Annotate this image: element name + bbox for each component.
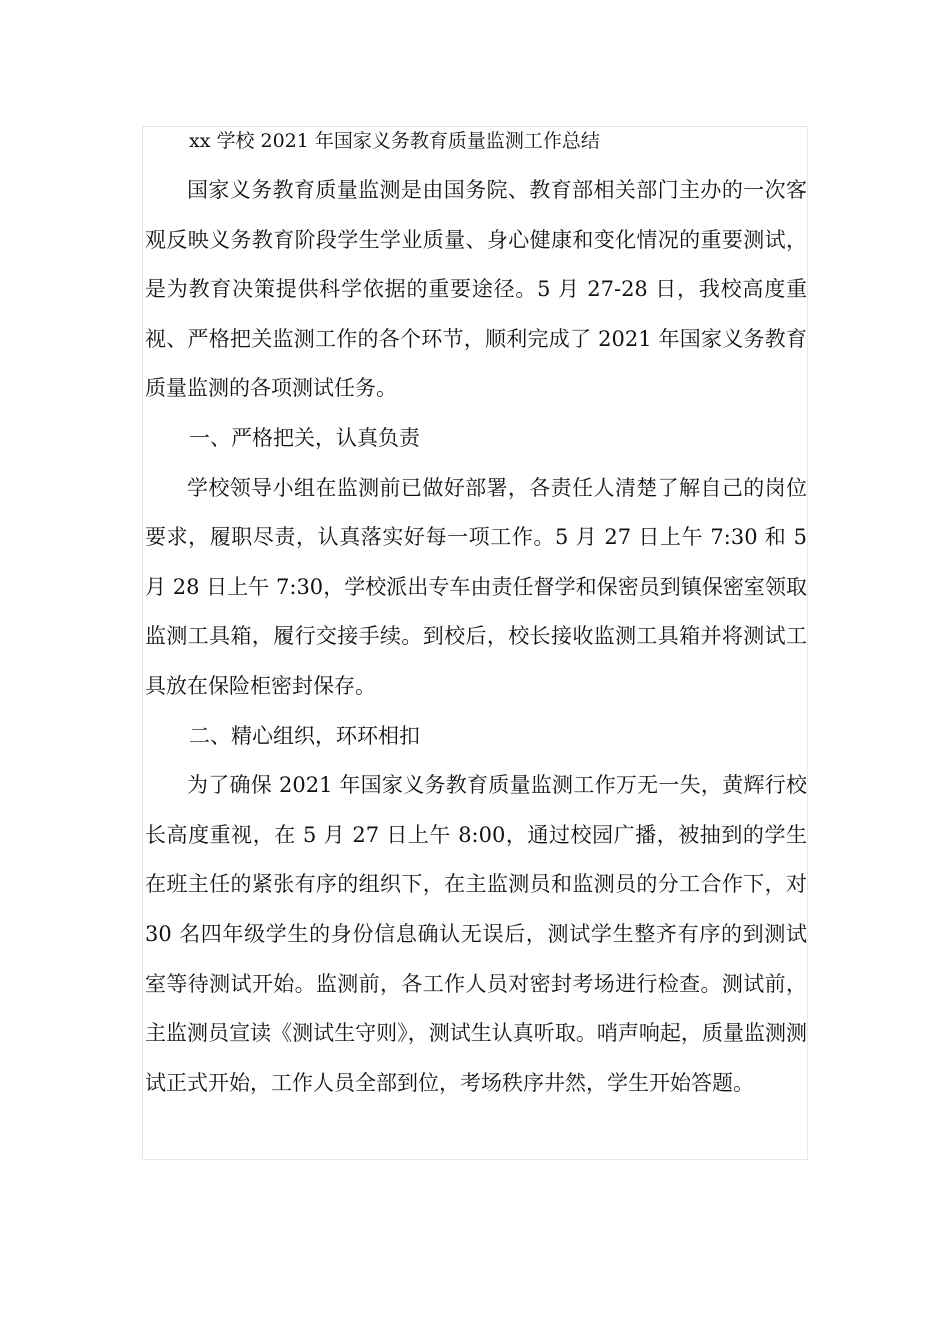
section-paragraph-2: 为了确保 2021 年国家义务教育质量监测工作万无一失，黄辉行校长高度重视，在 5 月 27 日上午 8:00，通过校园广播，被抽到的学生在班主任的紧张有序的组织下，在主监测员和监测员的分工合作下，对 30 名四年级学生的身份信息确认无误后，测试学生整齐有序的到测试室等待测试开始。监测前，各工作人员对密封考场进行检查。测试前，主监测员宣读《测试生守则》，测试生认真听取。哨声响起，质量监测测试正式开始，工作人员全部到位，考场秩序井然，学生开始答题。 [145, 773, 807, 1095]
section-paragraph-1: 学校领导小组在监测前已做好部署，各责任人清楚了解自己的岗位要求，履职尽责，认真落实好每一项工作。5 月 27 日上午 7:30 和 5 月 28 日上午 7:30，学校派出专车由责任督学和保密员到镇保密室领取监测工具箱，履行交接手续。到校后，校长接收监测工具箱并将测试工具放在保险柜密封保存。 [145, 475, 807, 698]
section-heading-2: 二、精心组织，环环相扣 [189, 723, 420, 748]
intro-paragraph: 国家义务教育质量监测是由国务院、教育部相关部门主办的一次客观反映义务教育阶段学生学业质量、身心健康和变化情况的重要测试，是为教育决策提供科学依据的重要途径。5 月 27-28 日，我校高度重视、严格把关监测工作的各个环节，顺利完成了 2021 年国家义务教育质量监测的各项测试任务。 [145, 178, 807, 401]
document-title: xx 学校 2021 年国家义务教育质量监测工作总结 [189, 130, 600, 152]
section-heading-1: 一、严格把关，认真负责 [189, 425, 420, 450]
document-body [145, 116, 807, 1108]
